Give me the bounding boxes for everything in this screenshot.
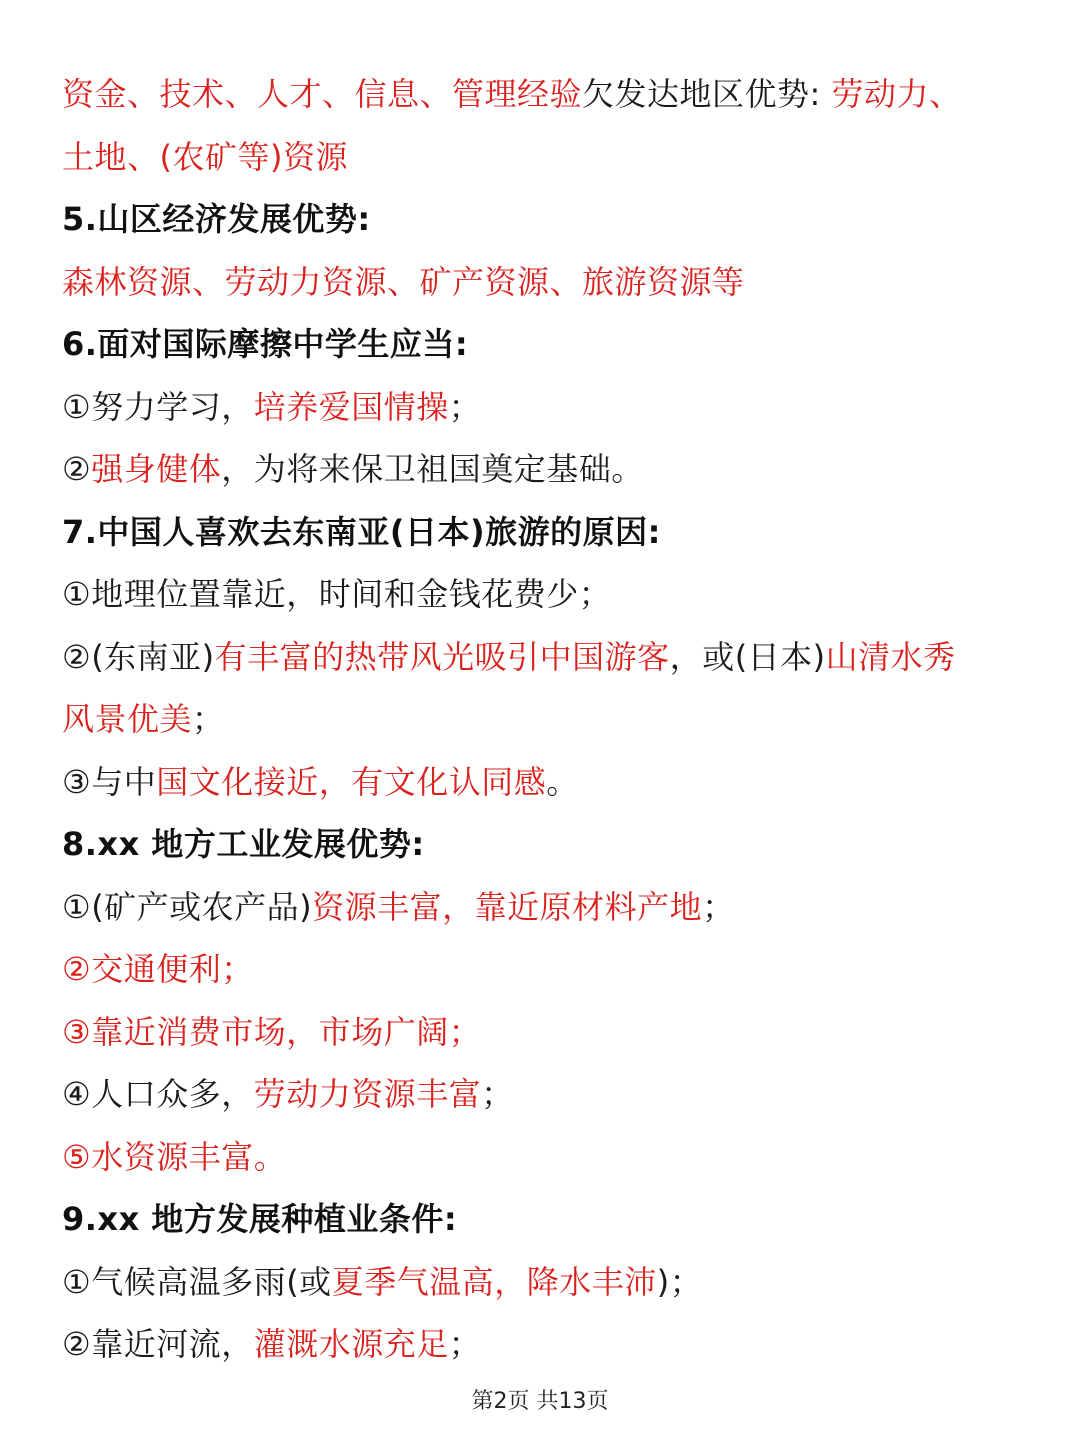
highlighted-text: 劳动力、 <box>831 75 962 113</box>
highlighted-text: ⑤水资源丰富。 <box>62 1137 287 1176</box>
text-line <box>62 63 1022 126</box>
text-line <box>62 1251 1022 1314</box>
body-text: ； <box>448 1325 482 1363</box>
highlighted-text: 灌溉水源充足 <box>253 1325 449 1363</box>
text-line <box>62 126 1022 189</box>
body-text: ①气候高温多雨(或 <box>62 1262 332 1301</box>
body-text: ③与中 <box>62 762 157 801</box>
highlighted-text: 风景优美 <box>62 700 193 738</box>
page-number-footer: 第2页 共13页 <box>471 1389 609 1414</box>
highlighted-text: 山清水秀 <box>825 637 956 676</box>
document-body <box>62 63 1022 1376</box>
text-line <box>62 251 1022 314</box>
body-text: ①地理位置靠近，时间和金钱花费少； <box>62 575 612 613</box>
body-text: ； <box>448 387 482 426</box>
text-line <box>62 938 1022 1001</box>
highlighted-text: 劳动力资源丰富 <box>253 1075 482 1113</box>
body-text: ，为将来保卫祖国奠定基础。 <box>221 450 644 488</box>
body-text: ，或(日本) <box>669 637 826 676</box>
body-text: ② <box>62 450 92 488</box>
body-text: ④人口众多， <box>62 1075 254 1113</box>
highlighted-text: 强身健体 <box>91 450 222 488</box>
body-text: )； <box>656 1262 703 1301</box>
highlighted-text: 培养爱国情操 <box>253 387 449 426</box>
text-line <box>62 438 1022 501</box>
highlighted-text: 国文化接近，有文化认同感 <box>156 762 547 801</box>
text-line <box>62 1313 1022 1376</box>
heading-text: 5.山区经济发展优势: <box>62 200 371 238</box>
body-text: ②(东南亚) <box>62 637 215 676</box>
body-text: 欠发达地区优势: <box>582 75 832 113</box>
section-heading <box>62 1188 1022 1251</box>
body-text: ； <box>192 700 225 738</box>
highlighted-text: 夏季气温高，降水丰沛 <box>331 1262 657 1301</box>
highlighted-text: 资源丰富，靠近原材料产地 <box>312 887 703 926</box>
highlighted-text: ③靠近消费市场，市场广阔； <box>62 1012 482 1051</box>
text-line <box>62 1063 1022 1126</box>
heading-text: 6.面对国际摩擦中学生应当: <box>62 325 469 363</box>
section-heading <box>62 501 1022 564</box>
text-line <box>62 688 1022 751</box>
text-line <box>62 626 1022 689</box>
heading-text: 9.xx 地方发展种植业条件: <box>62 1200 458 1238</box>
text-line <box>62 751 1022 814</box>
section-heading <box>62 188 1022 251</box>
text-line <box>62 376 1022 439</box>
text-line <box>62 1001 1022 1064</box>
section-heading <box>62 813 1022 876</box>
body-text: ； <box>702 887 735 926</box>
body-text: ①(矿产或农产品) <box>62 887 313 926</box>
highlighted-text: 土地、(农矿等)资源 <box>62 137 348 176</box>
heading-text: 7.中国人喜欢去东南亚(日本)旅游的原因: <box>62 512 661 551</box>
text-line <box>62 876 1022 939</box>
highlighted-text: ②交通便利； <box>62 950 254 988</box>
body-text: ； <box>481 1075 514 1113</box>
body-text: 。 <box>546 762 579 801</box>
body-text: ②靠近河流， <box>62 1325 254 1363</box>
text-line <box>62 563 1022 626</box>
section-heading <box>62 313 1022 376</box>
highlighted-text: 资金、技术、人才、信息、管理经验 <box>62 75 583 113</box>
highlighted-text: 森林资源、劳动力资源、矿产资源、旅游资源等 <box>62 262 745 301</box>
heading-text: 8.xx 地方工业发展优势: <box>62 825 425 863</box>
highlighted-text: 有丰富的热带风光吸引中国游客 <box>214 637 670 676</box>
body-text: ①努力学习， <box>62 387 254 426</box>
text-line <box>62 1126 1022 1189</box>
